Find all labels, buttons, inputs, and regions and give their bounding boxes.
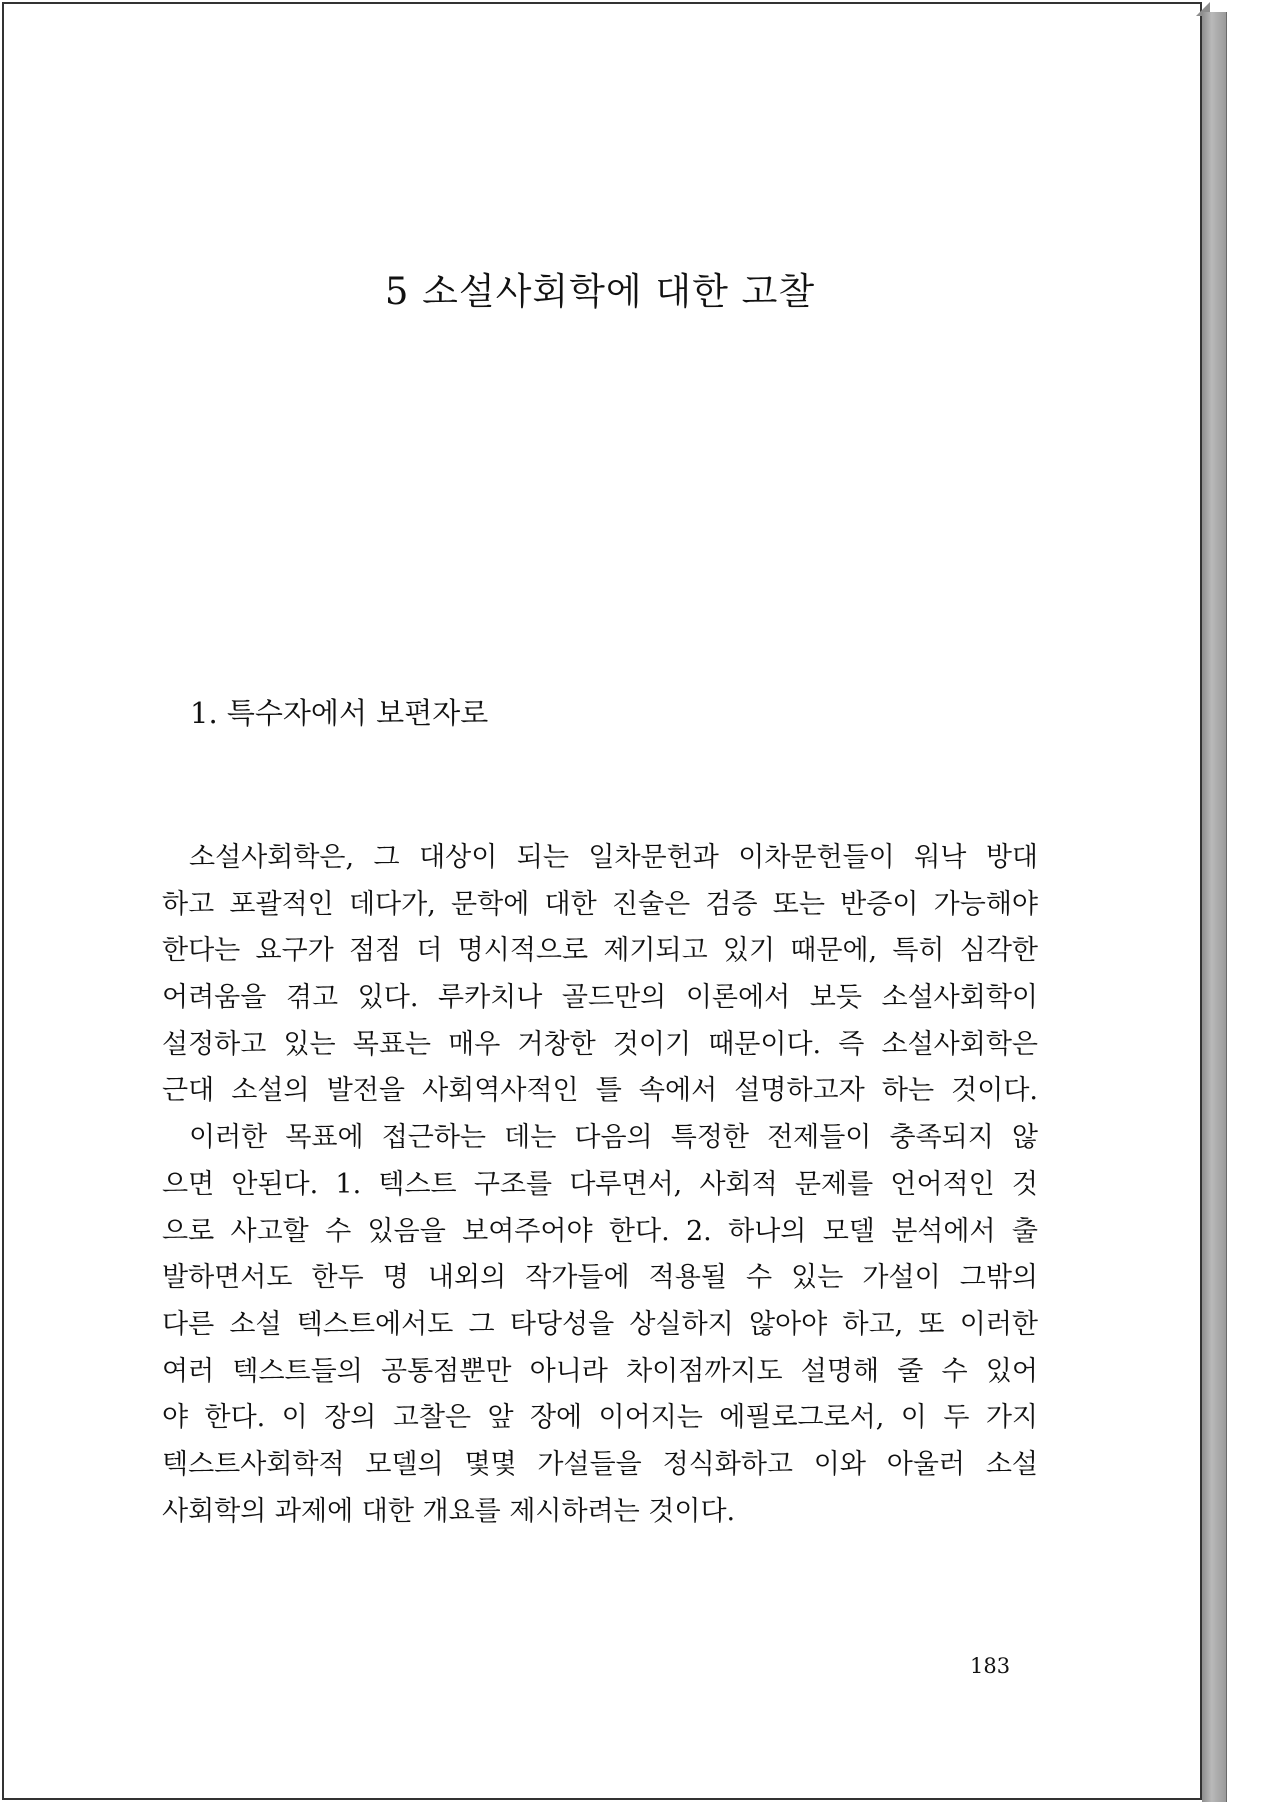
- text-line: 한다는 요구가 점점 더 명시적으로 제기되고 있기 때문에, 특히 심각한: [162, 935, 1038, 967]
- text-line: 으면 안된다. 1. 텍스트 구조를 다루면서, 사회적 문제를 언어적인 것: [162, 1168, 1038, 1200]
- text-line: 소설사회학은, 그 대상이 되는 일차문헌과 이차문헌들이 워낙 방대: [189, 842, 1038, 873]
- text-line: 텍스트사회학적 모델의 몇몇 가설들을 정식화하고 이와 아울러 소설: [162, 1448, 1038, 1480]
- page-edge-shadow: [1202, 12, 1227, 1802]
- text-line: 어려움을 겪고 있다. 루카치나 골드만의 이론에서 보듯 소설사회학이: [162, 982, 1038, 1014]
- body-text: [162, 835, 1038, 1535]
- page-number: 183: [970, 1654, 1011, 1678]
- text-line: 근대 소설의 발전을 사회역사적인 틀 속에서 설명하고자 하는 것이다.: [162, 1075, 1038, 1107]
- section-heading: 1. 특수자에서 보편자로: [190, 696, 489, 730]
- text-line: 이러한 목표에 접근하는 데는 다음의 특정한 전제들이 충족되지 않: [189, 1122, 1038, 1154]
- text-line: 발하면서도 한두 명 내외의 작가들에 적용될 수 있는 가설이 그밖의: [162, 1262, 1038, 1294]
- text-line: 다른 소설 텍스트에서도 그 타당성을 상실하지 않아야 하고, 또 이러한: [162, 1308, 1038, 1340]
- text-line: 으로 사고할 수 있음을 보여주어야 한다. 2. 하나의 모델 분석에서 출: [162, 1215, 1038, 1247]
- text-line: 야 한다. 이 장의 고찰은 앞 장에 이어지는 에필로그로서, 이 두 가지: [162, 1402, 1038, 1434]
- text-line: 여러 텍스트들의 공통점뿐만 아니라 차이점까지도 설명해 줄 수 있어: [162, 1355, 1038, 1387]
- text-line: 설정하고 있는 목표는 매우 거창한 것이기 때문이다. 즉 소설사회학은: [162, 1028, 1038, 1060]
- text-line: 하고 포괄적인 데다가, 문학에 대한 진술은 검증 또는 반증이 가능해야: [162, 888, 1038, 920]
- chapter-title: 5 소설사회학에 대한 고찰: [384, 270, 816, 313]
- text-line: 사회학의 과제에 대한 개요를 제시하려는 것이다.: [162, 1495, 736, 1527]
